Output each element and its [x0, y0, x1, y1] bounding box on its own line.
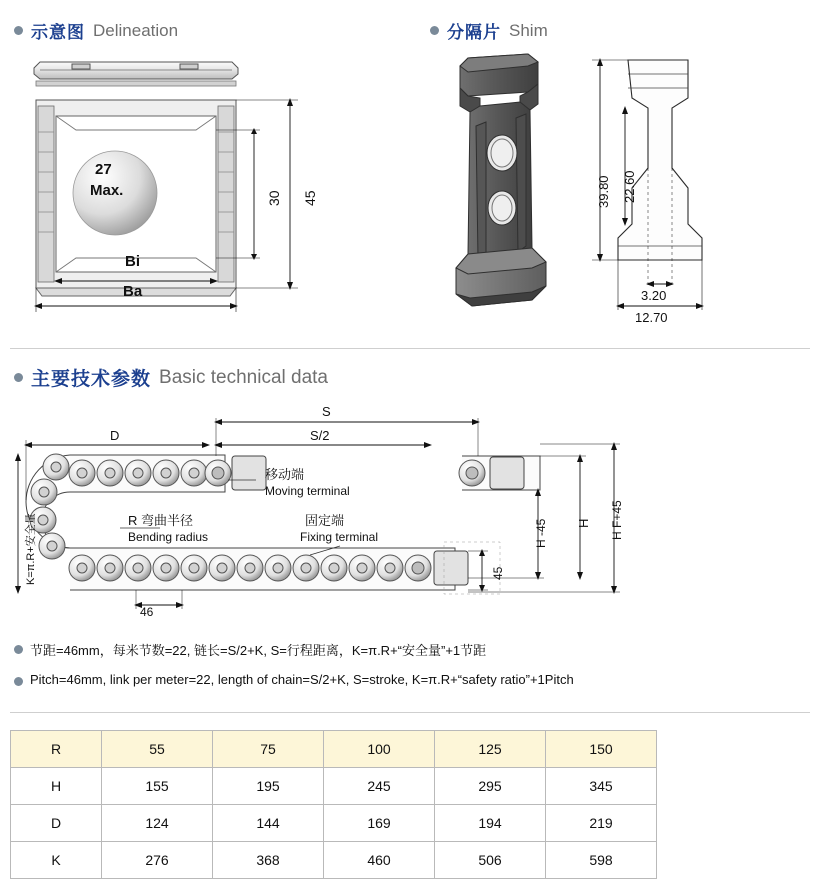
label-pitch-46: 46: [140, 605, 154, 619]
chain-link-cross-section-svg: [10, 48, 340, 318]
shim-dim-base-width: 12.70: [635, 310, 668, 325]
cell-D-75: 144: [213, 805, 324, 842]
note-en-text: Pitch=46mm, link per meter=22, length of chain=S/2+K, S=stroke, K=π.R+“safety ratio”+1Pitch: [30, 672, 574, 687]
cell-K-150: 598: [546, 842, 657, 879]
cell-K-100: 460: [324, 842, 435, 879]
label-K-formula: K=π.R+安全量: [25, 513, 37, 585]
section-header-delineation: [14, 18, 178, 43]
specifications-table: [10, 730, 657, 879]
label-H-minus-45: H -45: [534, 518, 548, 548]
label-fixing-terminal-cn: 固定端: [305, 513, 345, 528]
note-cn-text: 节距=46mm，每米节数=22, 链长=S/2+K, S=行程距离，K=π.R+“安全量”+1节距: [30, 643, 487, 658]
cell-H-55: 155: [102, 768, 213, 805]
shim-dim-total-height: 39.80: [596, 175, 611, 208]
label-height-45: 45: [491, 566, 505, 580]
bullet-icon: [14, 373, 23, 382]
cell-D-100: 169: [324, 805, 435, 842]
cell-H-150: 345: [546, 768, 657, 805]
dim-outer-height: 45: [302, 190, 318, 206]
dim-inner-height: 30: [266, 190, 282, 206]
table-header-55: 55: [102, 731, 213, 768]
delineation-drawing: [10, 48, 340, 318]
row-label-K: K: [11, 842, 102, 879]
table-header-row: [11, 731, 657, 768]
table-header-R: R: [11, 731, 102, 768]
bullet-icon: [14, 26, 23, 35]
section-header-shim: [430, 18, 548, 43]
section-title-cn: 主要技术参数: [31, 369, 152, 390]
bullet-icon: [430, 26, 439, 35]
dim-outer-width-Ba: Ba: [123, 283, 143, 300]
dim-inner-width-Bi: Bi: [125, 253, 140, 270]
label-H: H: [576, 518, 591, 528]
label-bending-radius-cn: R 弯曲半径: [128, 513, 194, 528]
row-label-H: H: [11, 768, 102, 805]
cell-K-55: 276: [102, 842, 213, 879]
table-row: [11, 805, 657, 842]
cell-D-150: 219: [546, 805, 657, 842]
shim-dim-neck-width: 3.20: [641, 288, 667, 303]
label-HF-plus-45: H F+45: [610, 500, 624, 540]
cell-D-125: 194: [435, 805, 546, 842]
label-D: D: [110, 428, 120, 443]
note-cn: [14, 640, 486, 659]
table-header-125: 125: [435, 731, 546, 768]
divider-2: [10, 712, 810, 713]
cell-H-75: 195: [213, 768, 324, 805]
label-stroke-S: S: [322, 404, 331, 419]
table-head: [11, 731, 657, 768]
table-body: [11, 768, 657, 879]
cell-H-125: 295: [435, 768, 546, 805]
cell-K-125: 506: [435, 842, 546, 879]
note-en: [14, 672, 574, 687]
section-title-cn: 分隔片: [447, 23, 501, 42]
table-row: [11, 768, 657, 805]
cell-K-75: 368: [213, 842, 324, 879]
section-title-en: Basic technical data: [159, 366, 329, 388]
section-title-en: Shim: [509, 20, 548, 40]
ball-diameter-max: Max.: [90, 182, 124, 199]
cell-D-55: 124: [102, 805, 213, 842]
table-header-100: 100: [324, 731, 435, 768]
section-title-cn: 示意图: [31, 23, 85, 42]
divider-1: [10, 348, 810, 349]
cell-H-100: 245: [324, 768, 435, 805]
label-fixing-terminal-en: Fixing terminal: [300, 530, 379, 544]
bullet-icon: [14, 677, 23, 686]
table-header-150: 150: [546, 731, 657, 768]
row-label-D: D: [11, 805, 102, 842]
bullet-icon: [14, 645, 23, 654]
label-bending-radius-en: Bending radius: [128, 530, 209, 544]
label-half-stroke: S/2: [310, 428, 330, 443]
table-row: [11, 842, 657, 879]
shim-3d-and-section-svg: [420, 48, 810, 328]
technical-drawing: [10, 400, 810, 625]
shim-dim-neck-height: 22.60: [622, 170, 637, 203]
section-title-en: Delineation: [93, 20, 179, 40]
shim-drawing: [420, 48, 810, 328]
label-moving-terminal-en: Moving terminal: [265, 484, 350, 498]
label-moving-terminal-cn: 移动端: [265, 467, 305, 482]
table-header-75: 75: [213, 731, 324, 768]
ball-diameter-value: 27: [95, 161, 112, 178]
section-header-technical: [14, 364, 328, 391]
